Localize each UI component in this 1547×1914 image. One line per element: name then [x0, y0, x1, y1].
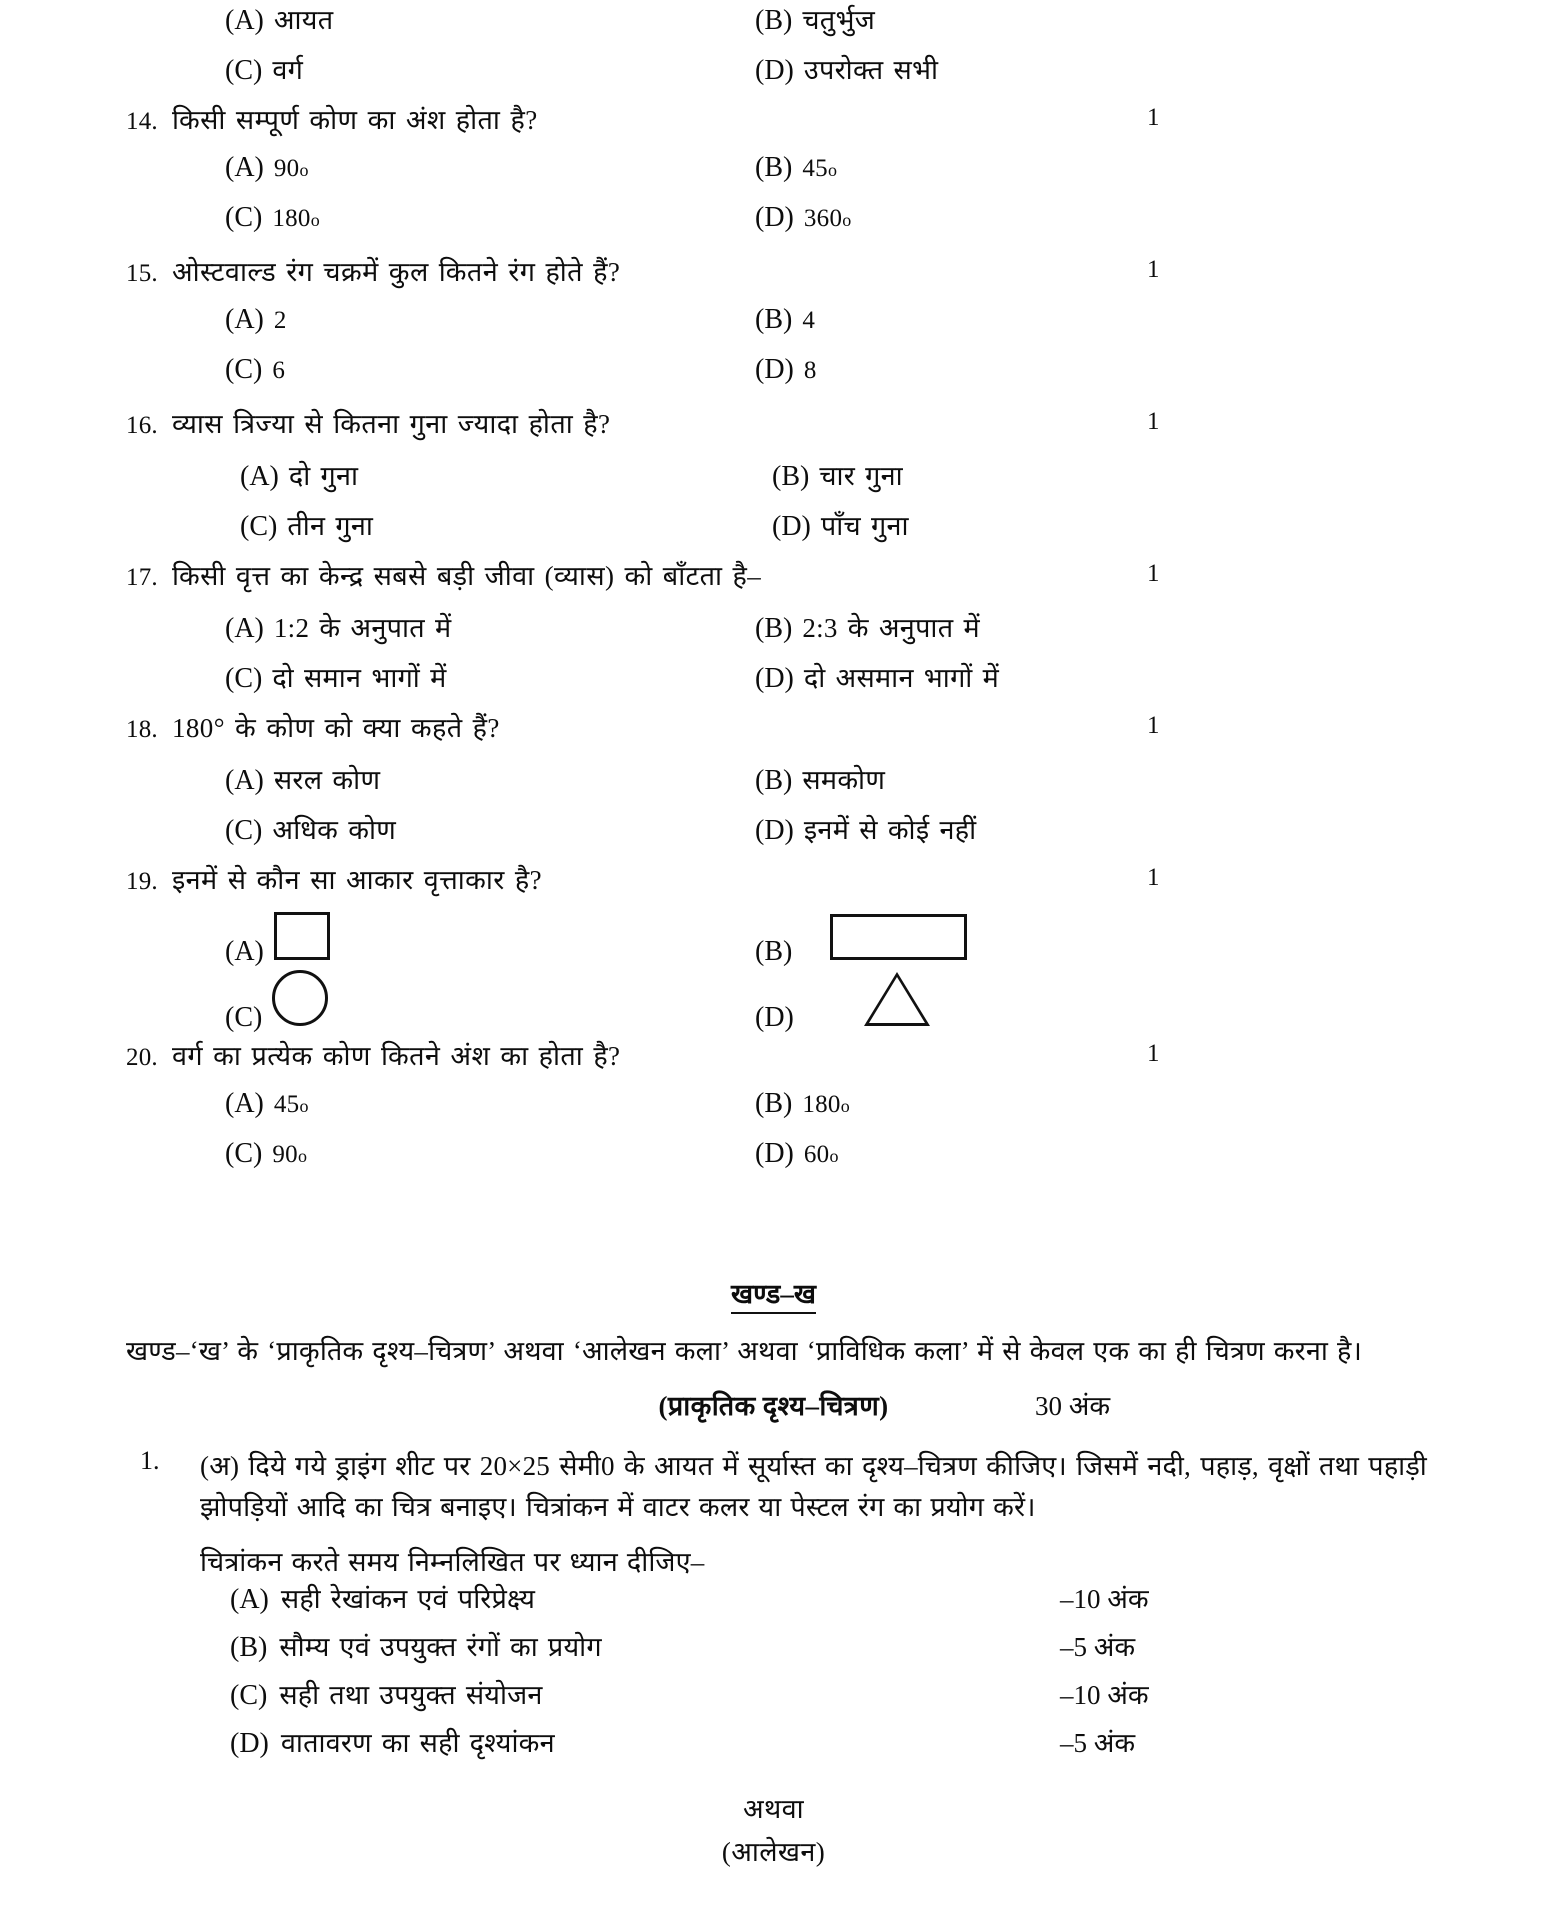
degree-symbol: o [840, 1096, 850, 1116]
degree-symbol: o [297, 1146, 307, 1166]
option-c [225, 202, 755, 234]
option-text: तीन गुना [287, 511, 374, 541]
question-16 [0, 404, 1547, 456]
option-label: (B) [772, 461, 810, 492]
option-label: (A) [225, 613, 264, 644]
degree-symbol: o [310, 210, 320, 230]
question-19-options-row-1 [0, 912, 1547, 970]
option-text: 2:3 के अनुपात में [802, 613, 980, 643]
option-label: (C) [225, 815, 263, 846]
option-text: 60 [803, 1141, 830, 1168]
option-label: (D) [755, 55, 794, 86]
question-marks: 1 [1147, 560, 1160, 587]
section-b-heading-text: खण्ड–ख [731, 1279, 816, 1314]
option-d [755, 50, 938, 87]
question-14-options-row-1 [0, 152, 1547, 202]
degree-symbol: o [829, 1146, 839, 1166]
question-text: इनमें से कौन सा आकार वृत्ताकार है? [172, 865, 543, 895]
option-label: (A) [240, 461, 279, 492]
degree-symbol: o [299, 1096, 309, 1116]
option-text: वर्ग [272, 55, 304, 85]
option-d [772, 506, 909, 543]
option-text: 90 [272, 1141, 298, 1168]
criteria-label: (D) [230, 1728, 269, 1760]
degree-symbol: o [827, 160, 837, 180]
question-marks: 1 [1147, 256, 1160, 283]
option-a [225, 1088, 755, 1120]
main-question-1 [0, 1446, 1547, 1528]
criteria-note: चित्रांकन करते समय निम्नलिखित पर ध्यान दीजिए– [200, 1547, 705, 1578]
question-text: 180° के कोण को क्या कहते हैं? [172, 713, 500, 743]
alternative-title: (आलेखन) [721, 1837, 826, 1868]
criteria-text: वातावरण का सही दृश्यांकन [280, 1728, 555, 1759]
option-d [755, 972, 930, 1034]
option-label: (B) [755, 304, 793, 335]
option-label: (C) [225, 202, 263, 233]
criteria-item-d [0, 1723, 1547, 1771]
main-question-number: 1. [140, 1446, 160, 1476]
option-a [225, 760, 755, 797]
option-b [755, 608, 980, 645]
question-18 [0, 708, 1547, 760]
question-15-options-row-2 [0, 354, 1547, 404]
option-text: 45 [802, 155, 828, 182]
option-text: इनमें से कोई नहीं [803, 815, 977, 845]
question-marks: 1 [1147, 408, 1160, 435]
question-text: किसी वृत्त का केन्द्र सबसे बड़ी जीवा (व्यास) को बाँटता है– [172, 561, 762, 591]
option-c [225, 970, 755, 1034]
question-text: किसी सम्पूर्ण कोण का अंश होता है? [172, 105, 538, 135]
criteria-item-a [0, 1579, 1547, 1627]
criteria-label: (C) [230, 1680, 268, 1712]
option-b [755, 0, 875, 37]
option-text: 2 [273, 307, 287, 334]
degree-symbol: o [842, 210, 852, 230]
question-number: 19. [126, 868, 158, 895]
question-17-options-row-2 [0, 658, 1547, 708]
main-question-body: (अ) दिये गये ड्राइंग शीट पर 20×25 सेमी0 के आयत में सूर्यास्त का दृश्य–चित्रण कीजिए। जिसमें नदी, पहाड़, वृक्षों तथा पहाड़ी झोपड़ियों आदि का चित्र बनाइए। चित्रांकन में वाटर कलर या पेस्टल रंग का प्रयोग करें। [200, 1451, 1427, 1523]
option-c [225, 1138, 755, 1170]
option-c [240, 506, 772, 543]
option-text: 180 [802, 1091, 841, 1118]
question-number: 16. [126, 412, 158, 439]
option-text: समकोण [802, 765, 886, 795]
sub-heading-marks: 30 अंक [1035, 1391, 1111, 1422]
option-a [225, 0, 755, 37]
option-c [225, 354, 755, 386]
option-a [225, 304, 755, 336]
criteria-marks: –10 अंक [1060, 1584, 1149, 1615]
option-text: आयत [273, 5, 334, 35]
option-label: (A) [225, 765, 264, 796]
option-a [240, 456, 772, 493]
circle-shape [272, 970, 328, 1026]
question-marks: 1 [1147, 104, 1160, 131]
option-label: (B) [755, 1088, 793, 1119]
question-17 [0, 556, 1547, 608]
option-text: दो असमान भागों में [803, 663, 1000, 693]
question-number: 20. [126, 1044, 158, 1071]
option-text: सरल कोण [273, 765, 381, 795]
option-label: (C) [225, 1138, 263, 1169]
question-15 [0, 252, 1547, 304]
criteria-marks: –5 अंक [1060, 1728, 1136, 1759]
option-a [225, 608, 755, 645]
option-text: 90 [273, 155, 300, 182]
option-c [225, 810, 755, 847]
option-text: पाँच गुना [820, 511, 909, 541]
rectangle-shape [830, 914, 967, 960]
question-text: व्यास त्रिज्या से कितना गुना ज्यादा होता है? [172, 409, 611, 439]
option-d [755, 658, 999, 695]
option-label: (C) [225, 55, 263, 86]
option-label: (A) [225, 152, 264, 183]
option-c [225, 658, 755, 695]
alternative-label: अथवा [742, 1794, 805, 1825]
square-shape [274, 912, 330, 960]
option-text: चार गुना [819, 461, 903, 491]
option-text: दो समान भागों में [272, 663, 447, 693]
option-label: (C) [240, 511, 278, 542]
option-b [755, 914, 967, 968]
option-b [755, 1088, 850, 1120]
criteria-text: सौम्य एवं उपयुक्त रंगों का प्रयोग [279, 1632, 602, 1663]
question-text: वर्ग का प्रत्येक कोण कितने अंश का होता है? [172, 1041, 621, 1071]
option-c [225, 50, 755, 87]
section-b-heading [0, 1274, 1547, 1311]
option-d [755, 810, 976, 847]
option-label: (C) [225, 1002, 263, 1033]
triangle-shape [864, 972, 930, 1026]
criteria-label: (A) [230, 1584, 269, 1616]
question-number: 14. [126, 108, 158, 135]
option-b [755, 304, 815, 336]
option-label: (B) [755, 152, 793, 183]
carryover-option-row-2 [0, 50, 1547, 100]
degree-symbol: o [299, 160, 309, 180]
criteria-text: सही रेखांकन एवं परिप्रेक्ष्य [280, 1584, 536, 1615]
option-text: अधिक कोण [272, 815, 397, 845]
question-18-options-row-1 [0, 760, 1547, 810]
option-d [755, 202, 851, 234]
question-14-options-row-2 [0, 202, 1547, 252]
question-14 [0, 100, 1547, 152]
option-label: (A) [225, 304, 264, 335]
question-19 [0, 860, 1547, 912]
option-label: (B) [755, 613, 793, 644]
question-marks: 1 [1147, 864, 1160, 891]
option-a [225, 152, 755, 184]
question-20-options-row-1 [0, 1088, 1547, 1138]
question-marks: 1 [1147, 712, 1160, 739]
option-d [755, 354, 817, 386]
carryover-option-row-1 [0, 0, 1547, 50]
option-label: (D) [755, 1002, 794, 1033]
section-b-intro: खण्ड–‘ख’ के ‘प्राकृतिक दृश्य–चित्रण’ अथवा ‘आलेखन कला’ अथवा ‘प्राविधिक कला’ में से केवल एक का ही चित्रण करना है। [126, 1336, 1363, 1366]
question-19-options-row-2 [0, 970, 1547, 1036]
option-b [772, 456, 903, 493]
option-label: (B) [755, 765, 793, 796]
option-label: (C) [225, 663, 263, 694]
option-label: (B) [755, 936, 793, 967]
option-text: उपरोक्त सभी [803, 55, 939, 85]
question-number: 15. [126, 260, 158, 287]
option-text: 45 [273, 1091, 300, 1118]
criteria-marks: –5 अंक [1060, 1632, 1136, 1663]
option-label: (D) [755, 354, 794, 385]
option-label: (D) [755, 815, 794, 846]
question-15-options-row-1 [0, 304, 1547, 354]
sub-heading-row [0, 1386, 1547, 1432]
criteria-marks: –10 अंक [1060, 1680, 1149, 1711]
option-text: 360 [803, 205, 843, 232]
option-label: (A) [225, 936, 264, 967]
option-label: (B) [755, 5, 793, 36]
question-text: ओस्टवाल्ड रंग चक्रमें कुल कितने रंग होते हैं? [172, 257, 621, 287]
option-label: (D) [772, 511, 811, 542]
question-17-options-row-1 [0, 608, 1547, 658]
question-20-options-row-2 [0, 1138, 1547, 1188]
question-18-options-row-2 [0, 810, 1547, 860]
option-text: 1:2 के अनुपात में [273, 613, 452, 643]
option-label: (A) [225, 5, 264, 36]
question-20 [0, 1036, 1547, 1088]
question-16-options-row-1 [0, 456, 1547, 506]
option-label: (D) [755, 663, 794, 694]
option-d [755, 1138, 838, 1170]
question-number: 17. [126, 564, 158, 591]
sub-heading: (प्राकृतिक दृश्य–चित्रण) [658, 1391, 889, 1422]
option-text: 4 [802, 307, 816, 334]
question-number: 18. [126, 716, 158, 743]
option-text: 8 [803, 357, 817, 384]
option-b [755, 152, 837, 184]
option-text: दो गुना [288, 461, 359, 491]
option-label: (A) [225, 1088, 264, 1119]
option-text: 6 [272, 357, 286, 384]
criteria-label: (B) [230, 1632, 268, 1664]
option-label: (D) [755, 1138, 794, 1169]
criteria-item-b [0, 1627, 1547, 1675]
option-label: (C) [225, 354, 263, 385]
criteria-item-c [0, 1675, 1547, 1723]
question-16-options-row-2 [0, 506, 1547, 556]
question-marks: 1 [1147, 1040, 1160, 1067]
option-b [755, 760, 885, 797]
option-label: (D) [755, 202, 794, 233]
option-text: 180 [272, 205, 311, 232]
option-text: चतुर्भुज [802, 5, 876, 35]
criteria-text: सही तथा उपयुक्त संयोजन [279, 1680, 543, 1711]
option-a [225, 912, 755, 968]
